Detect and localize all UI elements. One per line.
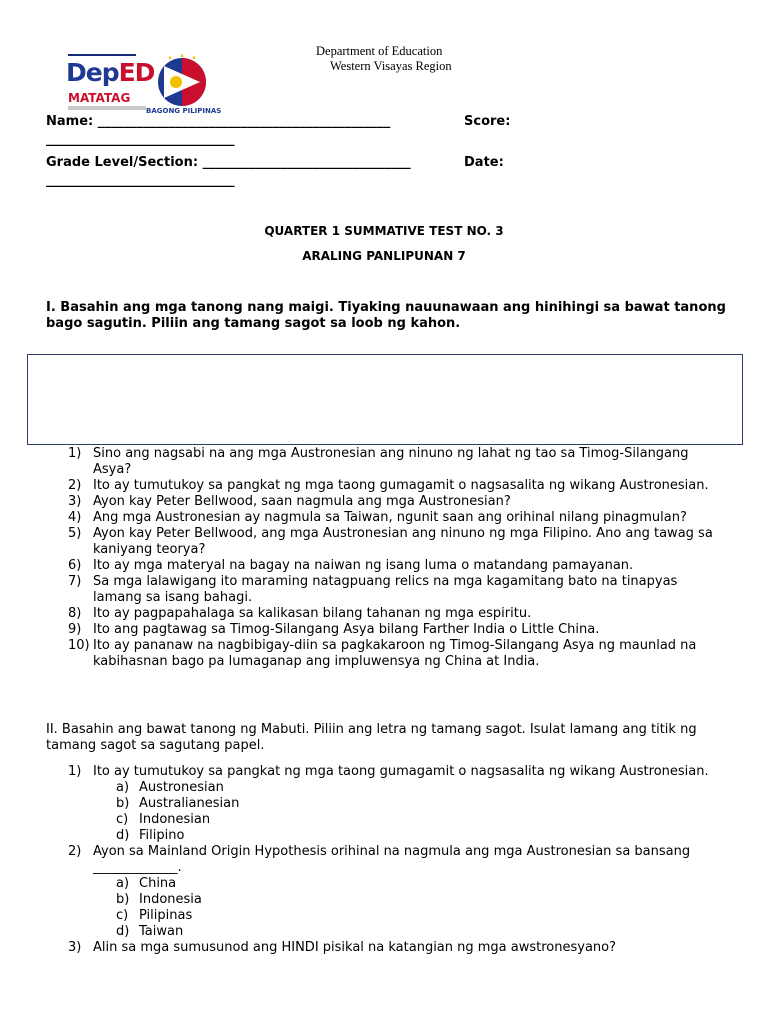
question-text: Ayon kay Peter Bellwood, ang mga Austronesian ang ninuno ng mga Filipino. Ano ang tawag sa kaniyang teorya? [93, 526, 713, 557]
choice-item [93, 924, 726, 940]
date-field-label: Date: [464, 155, 504, 170]
part1-question-list [46, 446, 726, 670]
choice-text: Indonesia [139, 892, 202, 907]
item-number: 5) [68, 526, 82, 541]
item-number: 7) [68, 574, 82, 589]
choice-item [93, 828, 726, 844]
list-item [46, 764, 726, 844]
deped-logo-bar [68, 54, 136, 56]
choice-letter: c) [116, 812, 129, 827]
choice-item [93, 780, 726, 796]
choice-text: China [139, 876, 177, 891]
choice-item [93, 812, 726, 828]
choice-letter: c) [116, 908, 129, 923]
part2-question-list [46, 764, 726, 956]
part1-instruction: I. Basahin ang mga tanong nang maigi. Tiyaking nauunawaan ang hinihingi sa bawat tanong bago sagutin. Piliin ang tamang sagot sa loob ng kahon. [46, 300, 726, 331]
list-item [46, 446, 726, 478]
item-number: 3) [68, 940, 82, 955]
item-number: 10) [68, 638, 90, 653]
question-text: Ito ay mga materyal na bagay na naiwan ng isang luma o matandang pamayanan. [93, 558, 634, 573]
choice-letter: b) [116, 796, 130, 811]
grade-section-field-label: Grade Level/Section: ________________________________ [46, 155, 411, 170]
list-item [46, 574, 726, 606]
matatag-logo: MATATAG [68, 91, 131, 105]
question-text: Sa mga lalawigang ito maraming natagpuang relics na mga kagamitang bato na tinapyas lamang sa isang bahagi. [93, 574, 678, 605]
choice-text: Indonesian [139, 812, 211, 827]
item-number: 1) [68, 764, 82, 779]
logo-group [62, 50, 222, 118]
question-text: Alin sa mga sumusunod ang HINDI pisikal na katangian ng mga awstronesyano? [93, 940, 617, 955]
choice-letter: a) [116, 876, 130, 891]
list-item [46, 526, 726, 558]
list-item [46, 844, 726, 940]
choice-list [93, 780, 726, 844]
question-text: Ayon kay Peter Bellwood, saan nagmula ang mga Austronesian? [93, 494, 511, 509]
choice-letter: a) [116, 780, 130, 795]
test-title: QUARTER 1 SUMMATIVE TEST NO. 3 [264, 224, 504, 238]
item-number: 8) [68, 606, 82, 621]
choice-item [93, 876, 726, 892]
question-text: Ito ay pagpapahalaga sa kalikasan bilang tahanan ng mga espiritu. [93, 606, 532, 621]
choice-item [93, 908, 726, 924]
part2-instruction: II. Basahin ang bawat tanong ng Mabuti. Piliin ang letra ng tamang sagot. Isulat lamang ang titik ng tamang sagot sa sagutang papel. [46, 722, 697, 753]
question-text: Ito ay pananaw na nagbibigay-diin sa pagkakaroon ng Timog-Silangang Asya ng maunlad na kabihasnan bago pa lumaganap ang impluwensya ng China at India. [93, 638, 697, 669]
score-field-line: _____________________________ [46, 132, 235, 147]
choice-text: Taiwan [139, 924, 184, 939]
answer-choices-box [27, 354, 743, 445]
list-item [46, 558, 726, 574]
list-item [46, 510, 726, 526]
subject-title: ARALING PANLIPUNAN 7 [302, 249, 466, 263]
department-header [316, 44, 452, 74]
list-item [46, 478, 726, 494]
item-number: 6) [68, 558, 82, 573]
region-name: Western Visayas Region [330, 59, 452, 73]
choice-text: Austronesian [139, 780, 224, 795]
item-number: 3) [68, 494, 82, 509]
choice-item [93, 796, 726, 812]
bagong-pilipinas-seal-icon [150, 52, 214, 108]
department-name: Department of Education [316, 44, 443, 58]
item-number: 2) [68, 478, 82, 493]
list-item [46, 606, 726, 622]
score-field-label: Score: [464, 114, 511, 129]
list-item [46, 638, 726, 670]
list-item [46, 494, 726, 510]
date-field-line: _____________________________ [46, 173, 235, 188]
question-text: Ayon sa Mainland Origin Hypothesis orihinal na nagmula ang mga Austronesian sa bansang _____________. [93, 844, 691, 875]
name-field-label: Name: _____________________________________________ [46, 114, 391, 129]
matatag-tagline [68, 106, 146, 110]
deped-logo-ed: ED [118, 58, 155, 87]
choice-letter: b) [116, 892, 130, 907]
choice-letter: d) [116, 924, 130, 939]
choice-item [93, 892, 726, 908]
question-text: Ito ang pagtawag sa Timog-Silangang Asya bilang Farther India o Little China. [93, 622, 600, 637]
list-item [46, 940, 726, 956]
choice-text: Pilipinas [139, 908, 193, 923]
choice-letter: d) [116, 828, 130, 843]
deped-logo [66, 60, 154, 85]
question-text: Ito ay tumutukoy sa pangkat ng mga taong gumagamit o nagsasalita ng wikang Austronesian. [93, 478, 709, 493]
item-number: 1) [68, 446, 82, 461]
choice-text: Filipino [139, 828, 185, 843]
bagong-pilipinas-logo: BAGONG PILIPINAS [146, 107, 222, 115]
item-number: 4) [68, 510, 82, 525]
list-item [46, 622, 726, 638]
deped-logo-dep: Dep [66, 58, 119, 87]
choice-list [93, 876, 726, 940]
choice-text: Australianesian [139, 796, 240, 811]
question-text: Ito ay tumutukoy sa pangkat ng mga taong gumagamit o nagsasalita ng wikang Austronesian. [93, 764, 709, 779]
item-number: 2) [68, 844, 82, 859]
item-number: 9) [68, 622, 82, 637]
question-text: Sino ang nagsabi na ang mga Austronesian ang ninuno ng lahat ng tao sa Timog-Silangang Asya? [93, 446, 689, 477]
question-text: Ang mga Austronesian ay nagmula sa Taiwan, ngunit saan ang orihinal nilang pinagmulan? [93, 510, 687, 525]
